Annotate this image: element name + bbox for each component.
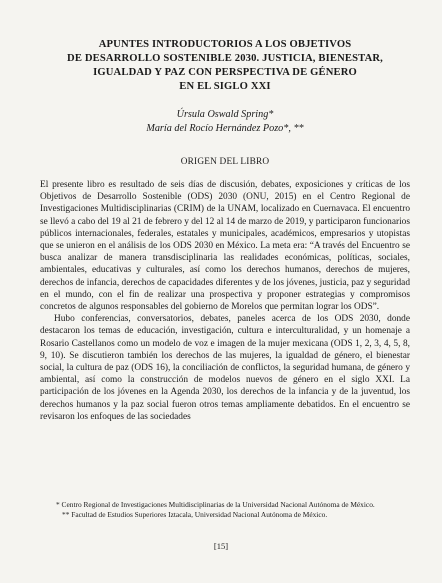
chapter-title-line: EN EL SIGLO XXI (179, 81, 271, 92)
chapter-title-line: APUNTES INTRODUCTORIOS A LOS OBJETIVOS (98, 39, 352, 50)
footnote: ** Facultad de Estudios Superiores Iztacala, Universidad Nacional Autónoma de México. (62, 509, 328, 519)
footnote: * Centro Regional de Investigaciones Multidisciplinarias de la Universidad Nacional Autónoma de México. (56, 500, 375, 509)
author-name: Úrsula Oswald Spring* (176, 109, 274, 120)
section-heading: ORIGEN DEL LIBRO (180, 157, 270, 167)
footnotes (40, 500, 410, 519)
page-number: [15] (213, 541, 229, 551)
paragraph: Hubo conferencias, conversatorios, debates, paneles acerca de los ODS 2030, donde destacaron los temas de educación, investigación, cultura e interculturalidad, y un homenaje a Rosario Castellanos como un modelo de voz e imagen de la mujer mexicana (ODS 1, 2, 3, 4, 5, 8, 9, 10). Se discutieron también los derechos de las mujeres, la igualdad de género, el bienestar social, la cultura de paz (ODS 16), la conciliación de conflictos, la seguridad humana, de género y ambiental, así como la construcción de modelos nuevos de género en el siglo XXI. La participación de los jóvenes en la Agenda 2030, los derechos de la infancia y de la juventud, los derechos humanos y la paz social fueron otros temas ampliamente debatidos. En el encuentro se revisaron los enfoques de las sociedades (40, 314, 410, 422)
author-list (40, 108, 410, 135)
paragraph: El presente libro es resultado de seis días de discusión, debates, exposiciones y críticas de los Objetivos de Desarrollo Sostenible (ODS) 2030 (ONU, 2015) en el Centro Regional de Investigaciones Multidisciplinarias (CRIM) de la UNAM, localizado en Cuernavaca. El encuentro se llevó a cabo del 19 al 21 de febrero y del 12 al 14 de marzo de 2019, y participaron funcionarios públicos internacionales, federales, estatales y municipales, académicos, empresarios y utopistas que se unieron en el análisis de los ODS 2030 en México. La meta era: “A través del Encuentro se busca analizar de manera transdisciplinaria las realidades económicas, políticas, sociales, ambientales, educativas y culturales, así como los derechos humanos, derechos de mujeres, derechos de infancia, derechos de capacidades diferentes y de los jóvenes, justicia, paz y seguridad en el mundo, con el fin de realizar una prospectiva y proponer estrategias y compromisos concretos de algunos responsables del gobierno de Morelos que permitan lograr los ODS”. (40, 180, 410, 313)
body-text (40, 179, 410, 423)
chapter-title-line: DE DESARROLLO SOSTENIBLE 2030. JUSTICIA, BIENESTAR, (67, 53, 383, 64)
chapter-title (40, 38, 410, 94)
author-name: María del Rocío Hernández Pozo*, ** (146, 122, 304, 134)
chapter-title-line: IGUALDAD Y PAZ CON PERSPECTIVA DE GÉNERO (93, 67, 357, 78)
